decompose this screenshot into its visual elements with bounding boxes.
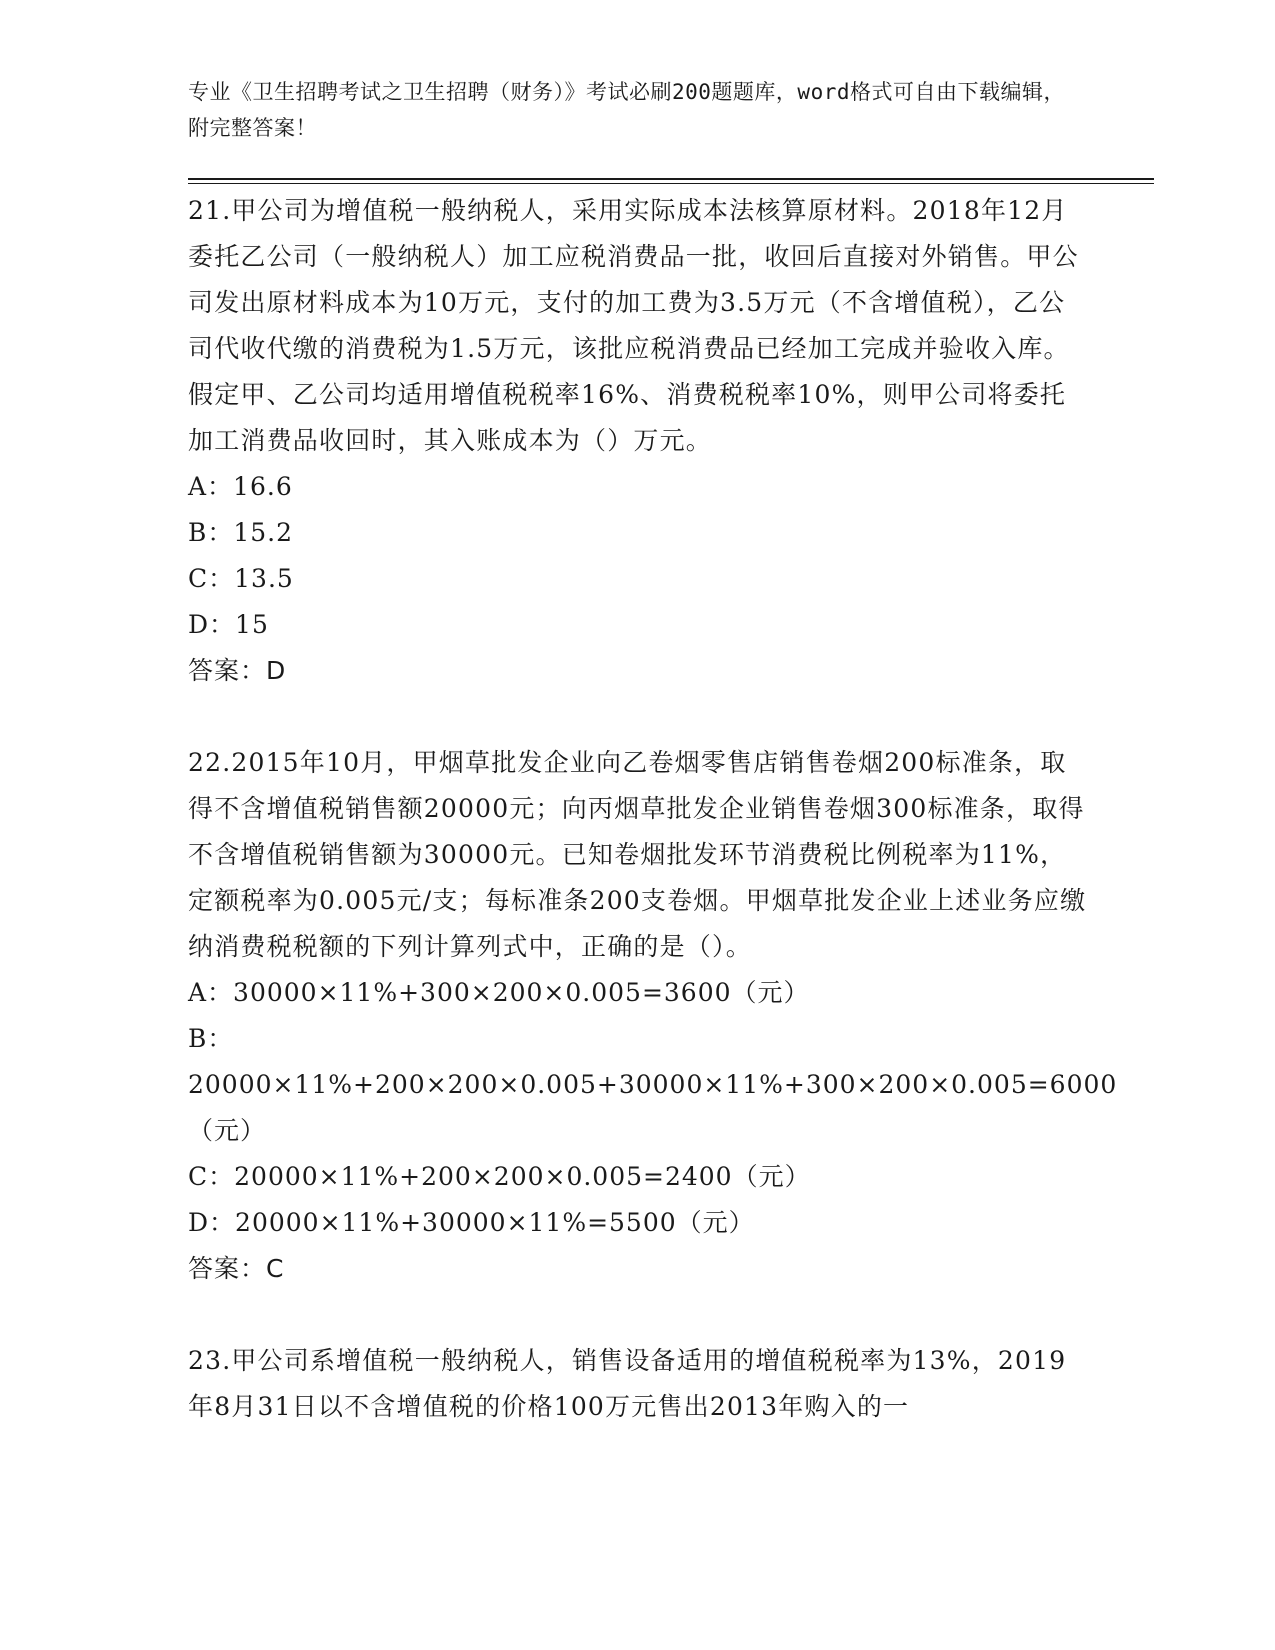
- question-list: [188, 188, 1118, 1430]
- question-21: [188, 188, 1088, 694]
- header-rule-thin: [188, 183, 1154, 184]
- option-c: C：13.5: [188, 564, 294, 593]
- question-23: [188, 1338, 1088, 1430]
- option-a: A：30000×11%+300×200×0.005=3600（元）: [188, 978, 810, 1007]
- option-d: D：15: [188, 610, 269, 639]
- question-text: 21.甲公司为增值税一般纳税人，采用实际成本法核算原材料。2018年12月委托乙公司（一般纳税人）加工应税消费品一批，收回后直接对外销售。甲公司发出原材料成本为10万元，支付的加工费为3.5万元（不含增值税），乙公司代收代缴的消费税为1.5万元，该批应税消费品已经加工完成并验收入库。假定甲、乙公司均适用增值税税率16%、消费税税率10%，则甲公司将委托加工消费品收回时，其入账成本为（）万元。: [188, 196, 1079, 455]
- question-spacer: [188, 694, 1088, 740]
- option-b: B：15.2: [188, 518, 294, 547]
- question-spacer: [188, 1292, 1088, 1338]
- option-d: D：20000×11%+30000×11%=5500（元）: [188, 1208, 755, 1237]
- header-note: 专业《卫生招聘考试之卫生招聘（财务）》考试必刷200题题库，word格式可自由下载编辑，附完整答案！: [188, 80, 1065, 140]
- answer: 答案：D: [188, 656, 287, 685]
- question-text: 23.甲公司系增值税一般纳税人，销售设备适用的增值税税率为13%，2019年8月31日以不含增值税的价格100万元售出2013年购入的一: [188, 1346, 1067, 1421]
- option-a: A：16.6: [188, 472, 293, 501]
- option-c: C：20000×11%+200×200×0.005=2400（元）: [188, 1162, 811, 1191]
- answer: 答案：C: [188, 1254, 285, 1283]
- question-22: [188, 740, 1118, 1292]
- option-b: B：20000×11%+200×200×0.005+30000×11%+300×200×0.005=6000（元）: [188, 1024, 1118, 1145]
- question-text: 22.2015年10月，甲烟草批发企业向乙卷烟零售店销售卷烟200标准条，取得不含增值税销售额20000元；向丙烟草批发企业销售卷烟300标准条，取得不含增值税销售额为30000元。已知卷烟批发环节消费税比例税率为11%，定额税率为0.005元/支；每标准条200支卷烟。甲烟草批发企业上述业务应缴纳消费税税额的下列计算列式中，正确的是（）。: [188, 748, 1087, 961]
- header-rule-thick: [188, 178, 1154, 180]
